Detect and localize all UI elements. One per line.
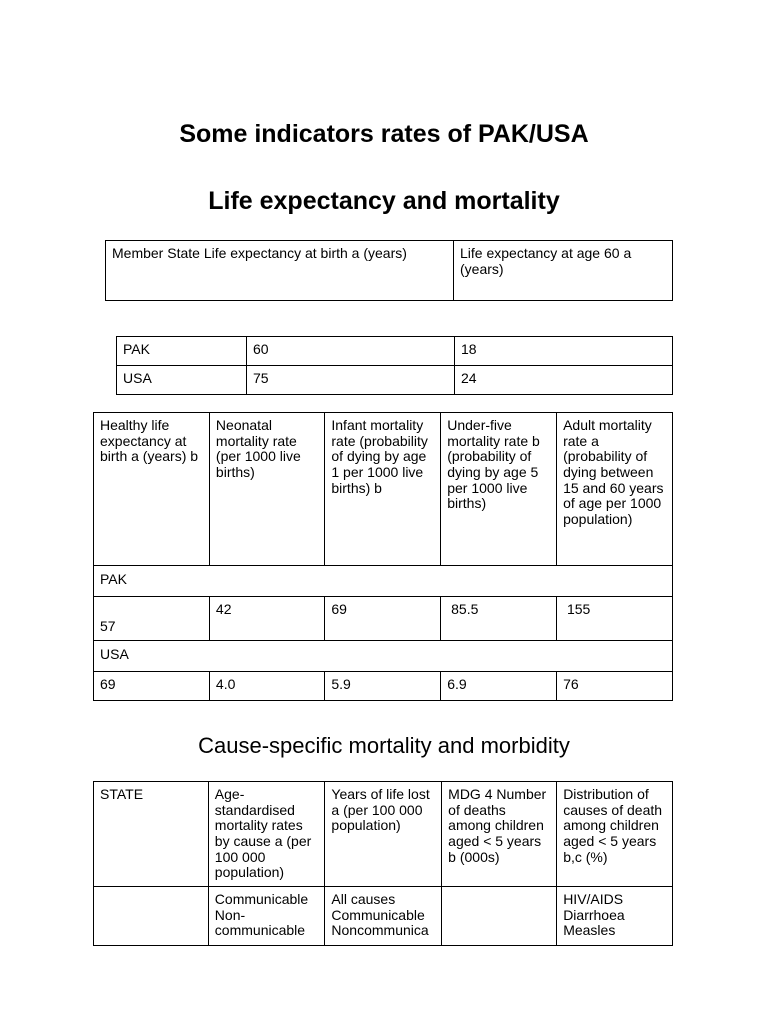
page-title: Some indicators rates of PAK/USA <box>179 120 589 148</box>
value-cell: 75 <box>247 366 455 395</box>
value-cell: All causes Communicable Noncommunica <box>325 887 442 946</box>
value-cell: 5.9 <box>325 672 441 701</box>
table-row <box>117 337 673 366</box>
table-row <box>94 566 673 597</box>
table-header-row <box>94 413 673 566</box>
value-cell: 57 <box>94 597 210 641</box>
header-cell: Healthy life expectancy at birth a (years) b <box>94 413 210 566</box>
header-cell: Years of life lost a (per 100 000 population) <box>325 782 442 887</box>
header-cell-life-expectancy-birth: Member State Life expectancy at birth a (years) <box>106 241 454 301</box>
table-row <box>94 597 673 641</box>
value-cell: 155 <box>557 597 673 641</box>
value-cell: 69 <box>325 597 441 641</box>
header-cell: Under-five mortality rate b (probability of dying by age 5 per 1000 live births) <box>441 413 557 566</box>
state-label-cell: USA <box>94 641 673 672</box>
life-expectancy-values-table <box>116 336 673 395</box>
table-row <box>94 887 673 946</box>
mortality-table <box>93 412 673 701</box>
value-cell: 76 <box>557 672 673 701</box>
value-cell: 69 <box>94 672 210 701</box>
value-cell: 85.5 <box>441 597 557 641</box>
value-cell <box>442 887 557 946</box>
table-row <box>94 641 673 672</box>
state-label-cell: PAK <box>94 566 673 597</box>
section-title-cause-specific: Cause-specific mortality and morbidity <box>198 733 570 758</box>
header-cell: Distribution of causes of death among children aged < 5 years b,c (%) <box>557 782 673 887</box>
value-cell: 18 <box>455 337 673 366</box>
section-title-life-expectancy: Life expectancy and mortality <box>208 187 560 215</box>
state-cell: USA <box>117 366 247 395</box>
value-cell: 42 <box>209 597 324 641</box>
value-cell: 24 <box>455 366 673 395</box>
header-cell: Adult mortality rate a (probability of dying between 15 and 60 years of age per 1000 population) <box>557 413 673 566</box>
table-header-row <box>94 782 673 887</box>
value-cell: 4.0 <box>209 672 324 701</box>
table-row <box>117 366 673 395</box>
life-expectancy-header-table <box>105 240 673 301</box>
table-row <box>94 672 673 701</box>
header-cell: MDG 4 Number of deaths among children aged < 5 years b (000s) <box>442 782 557 887</box>
header-cell: Age-standardised mortality rates by cause a (per 100 000 population) <box>208 782 325 887</box>
state-cell: PAK <box>117 337 247 366</box>
value-cell <box>94 887 209 946</box>
header-cell: Neonatal mortality rate (per 1000 live births) <box>209 413 324 566</box>
value-cell: HIV/AIDS Diarrhoea Measles <box>557 887 673 946</box>
value-cell: 6.9 <box>441 672 557 701</box>
cause-specific-table <box>93 781 673 946</box>
header-cell: Infant mortality rate (probability of dying by age 1 per 1000 live births) b <box>325 413 441 566</box>
header-cell-life-expectancy-60: Life expectancy at age 60 a (years) <box>454 241 673 301</box>
header-cell: STATE <box>94 782 209 887</box>
value-cell: Communicable Non-communicable <box>208 887 325 946</box>
value-cell: 60 <box>247 337 455 366</box>
